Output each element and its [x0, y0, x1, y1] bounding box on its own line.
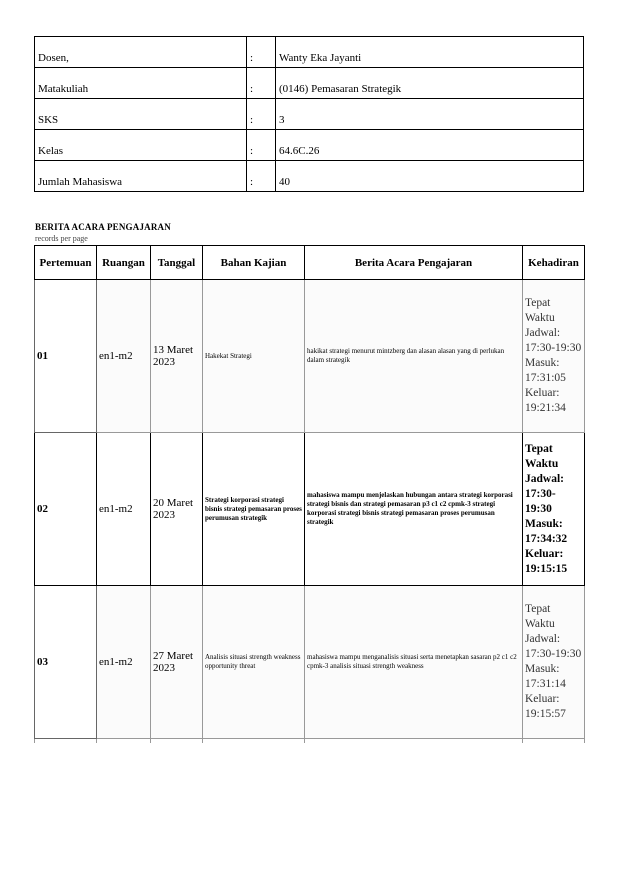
info-separator: :: [247, 99, 276, 130]
info-separator: :: [247, 37, 276, 68]
info-row-sks: [35, 99, 584, 130]
info-label: Kelas: [35, 130, 247, 161]
info-separator: :: [247, 161, 276, 192]
cell-bahan-kajian: Analisis situasi strength weakness opportunity threat: [203, 586, 305, 739]
info-value: 3: [276, 99, 584, 130]
cell-tanggal: 13 Maret 2023: [151, 280, 203, 433]
info-label: Dosen,: [35, 37, 247, 68]
info-label: SKS: [35, 99, 247, 130]
info-row-dosen: [35, 37, 584, 68]
cell-bahan-kajian: Hakekat Strategi: [203, 280, 305, 433]
cell-empty: [97, 739, 151, 744]
cell-empty: [151, 739, 203, 744]
cell-kehadiran: Tepat Waktu Jadwal: 17:30-19:30 Masuk: 17:31:05 Keluar: 19:21:34: [523, 280, 585, 433]
cell-kehadiran: Tepat Waktu Jadwal: 17:30-19:30 Masuk: 17:34:32 Keluar: 19:15:15: [523, 433, 585, 586]
cell-berita-acara: mahasiswa mampu menjelaskan hubungan antara strategi korporasi strategi bisnis dan strategi pemasaran p3 c1 c2 cpmk-3 strategi korporasi strategi bisnis strategi pemasaran proses perumusan strategik: [305, 433, 523, 586]
header-berita-acara: Berita Acara Pengajaran: [305, 246, 523, 280]
cell-pertemuan: 03: [35, 586, 97, 739]
header-tanggal: Tanggal: [151, 246, 203, 280]
cell-ruangan: en1-m2: [97, 586, 151, 739]
info-value: Wanty Eka Jayanti: [276, 37, 584, 68]
info-row-matakuliah: [35, 68, 584, 99]
info-row-kelas: [35, 130, 584, 161]
info-separator: :: [247, 68, 276, 99]
info-separator: :: [247, 130, 276, 161]
table-row: [35, 586, 585, 739]
header-bahan-kajian: Bahan Kajian: [203, 246, 305, 280]
teaching-records-table: [34, 245, 585, 743]
info-value: (0146) Pemasaran Strategik: [276, 68, 584, 99]
table-row: [35, 433, 585, 586]
header-ruangan: Ruangan: [97, 246, 151, 280]
cell-empty: [305, 739, 523, 744]
info-row-jumlah-mahasiswa: [35, 161, 584, 192]
header-pertemuan: Pertemuan: [35, 246, 97, 280]
info-label: Matakuliah: [35, 68, 247, 99]
cell-empty: [203, 739, 305, 744]
cell-empty: [523, 739, 585, 744]
cell-pertemuan: 02: [35, 433, 97, 586]
table-row-continuation: [35, 739, 585, 744]
course-info-table: [34, 36, 584, 192]
cell-ruangan: en1-m2: [97, 433, 151, 586]
cell-berita-acara: hakikat strategi menurut mintzberg dan alasan alasan yang di perlukan dalam strategik: [305, 280, 523, 433]
cell-tanggal: 27 Maret 2023: [151, 586, 203, 739]
info-label: Jumlah Mahasiswa: [35, 161, 247, 192]
cell-berita-acara: mahasiswa mampu menganalisis situasi serta menetapkan sasaran p2 c1 c2 cpmk-3 analisis situasi strength weakness: [305, 586, 523, 739]
table-row: [35, 280, 585, 433]
cell-bahan-kajian: Strategi korporasi strategi bisnis strategi pemasaran proses perumusan strategik: [203, 433, 305, 586]
records-per-page-label: records per page: [35, 234, 88, 243]
info-value: 64.6C.26: [276, 130, 584, 161]
cell-empty: [35, 739, 97, 744]
header-kehadiran: Kehadiran: [523, 246, 585, 280]
cell-tanggal: 20 Maret 2023: [151, 433, 203, 586]
section-title: BERITA ACARA PENGAJARAN: [35, 222, 171, 232]
cell-kehadiran: Tepat Waktu Jadwal: 17:30-19:30 Masuk: 17:31:14 Keluar: 19:15:57: [523, 586, 585, 739]
table-header-row: [35, 246, 585, 280]
cell-ruangan: en1-m2: [97, 280, 151, 433]
cell-pertemuan: 01: [35, 280, 97, 433]
info-value: 40: [276, 161, 584, 192]
